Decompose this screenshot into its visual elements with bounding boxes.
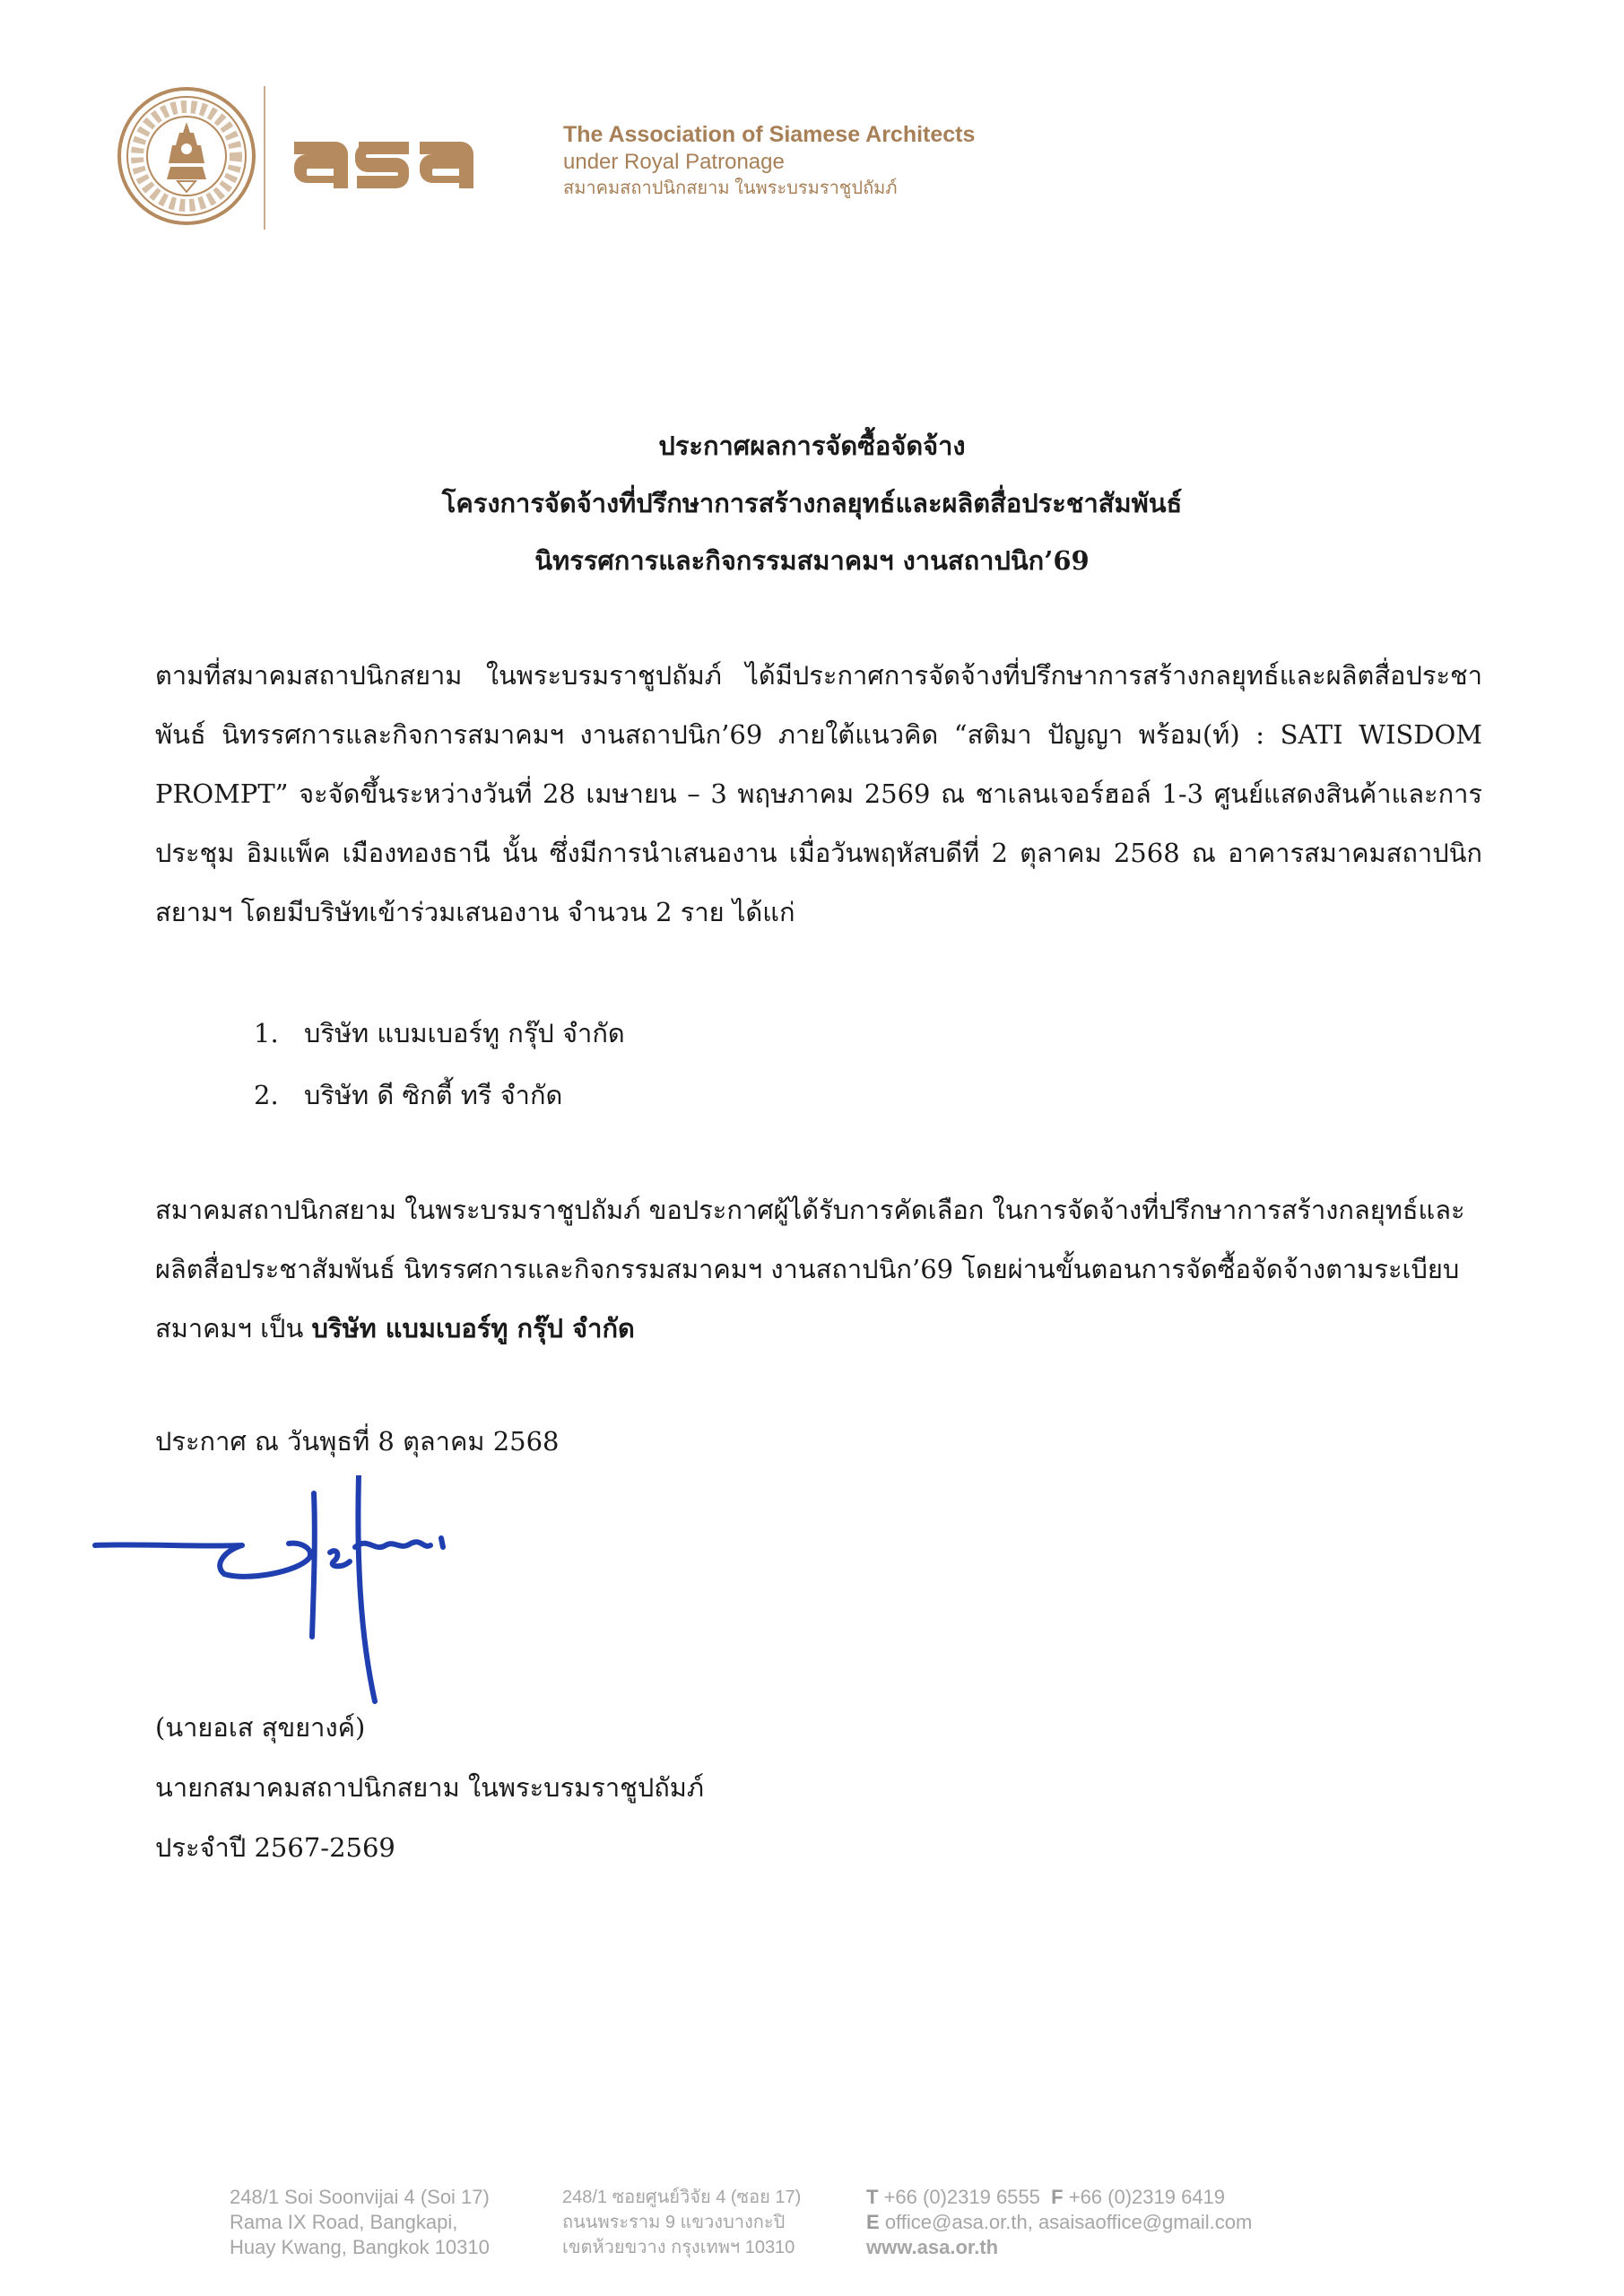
letterhead: [117, 83, 1013, 235]
footer-address-th-line: 248/1 ซอยศูนย์วิจัย 4 (ซอย 17): [562, 2187, 802, 2207]
document-title: [0, 417, 1624, 589]
bidder-list: [254, 1003, 625, 1126]
result-paragraph: [155, 1180, 1482, 1358]
result-text: สมาคมสถาปนิกสยาม ในพระบรมราชูปถัมภ์ ขอประกาศผู้ได้รับการคัดเลือก ในการจัดจ้างที่ปรึกษาการสร้างกลยุทธ์และผลิตสื่อประชาสัมพันธ์ นิทรรศการและกิจกรรมสมาคมฯ งานสถาปนิก’69 โดยผ่านขั้นตอนการจัดซื้อจัดจ้างตามระเบียบสมาคมฯ เป็น: [155, 1195, 1465, 1344]
footer-address-th-line: เขตห้วยขวาง กรุงเทพฯ 10310: [562, 2238, 795, 2257]
list-item-name: บริษัท ดี ซิกตี้ ทรี จำกัด: [304, 1080, 563, 1110]
signer-name: (นายอเส สุขยางค์): [155, 1712, 366, 1743]
asa-seal-logo: [117, 86, 256, 226]
list-item: [254, 1003, 625, 1065]
footer-tel: +66 (0)2319 6555: [883, 2186, 1040, 2208]
footer-address-th-line: ถนนพระราม 9 แขวงบางกะปิ: [562, 2213, 786, 2232]
footer-email[interactable]: office@asa.or.th, asaisaoffice@gmail.com: [884, 2211, 1253, 2233]
footer-tel-key: T: [866, 2186, 879, 2208]
title-line-3: นิทรรศการและกิจกรรมสมาคมฯ งานสถาปนิก’69: [534, 545, 1090, 576]
list-item: [254, 1065, 625, 1126]
letterhead-divider: [264, 86, 265, 230]
winner-name: บริษัท แบมเบอร์ทู กรุ๊ป จำกัด: [311, 1313, 635, 1344]
intro-paragraph: ตามที่สมาคมสถาปนิกสยาม ในพระบรมราชูปถัมภ์ ได้มีประกาศการจัดจ้างที่ปรึกษาการสร้างกลยุทธ์และผลิตสื่อประชาพันธ์ นิทรรศการและกิจการสมาคมฯ งานสถาปนิก’69 ภายใต้แนวคิด “สติมา ปัญญา พร้อม(ท์) : SATI WISDOM PROMPT” จะจัดขึ้นระหว่างวันที่ 28 เมษายน – 3 พฤษภาคม 2569 ณ ชาเลนเจอร์ฮอล์ 1-3 ศูนย์แสดงสินค้าและการประชุม อิมแพ็ค เมืองทองธานี นั้น ซึ่งมีการนำเสนองาน เมื่อวันพฤหัสบดีที่ 2 ตุลาคม 2568 ณ อาคารสมาคมสถาปนิกสยามฯ โดยมีบริษัทเข้าร่วมเสนองาน จำนวน 2 ราย ได้แก่: [155, 660, 1482, 927]
organization-name-block: [563, 120, 1029, 201]
footer-address-en-line: Rama IX Road, Bangkapi,: [230, 2211, 458, 2233]
footer-phone-line: [866, 2185, 1252, 2210]
footer-email-line: [866, 2210, 1252, 2235]
signature-image: [90, 1475, 484, 1709]
footer-email-key: E: [866, 2211, 880, 2233]
signer-block: [155, 1698, 704, 1878]
footer-address-en-line: Huay Kwang, Bangkok 10310: [230, 2236, 490, 2258]
signer-term: ประจำปี 2567-2569: [155, 1832, 395, 1863]
signer-position: นายกสมาคมสถาปนิกสยาม ในพระบรมราชูปถัมภ์: [155, 1772, 705, 1803]
footer-address-en: [230, 2185, 490, 2260]
footer: [0, 2185, 1624, 2266]
list-item-number: 2.: [254, 1080, 279, 1110]
asa-wordmark-logo: [287, 122, 484, 196]
announcement-date: ประกาศ ณ วันพุธที่ 8 ตุลาคม 2568: [155, 1426, 560, 1457]
footer-fax-key: F: [1051, 2186, 1064, 2208]
title-line-1: ประกาศผลการจัดซื้อจัดจ้าง: [658, 430, 966, 461]
footer-website[interactable]: www.asa.or.th: [866, 2236, 999, 2258]
list-item-number: 1.: [254, 1018, 279, 1048]
organization-name-th: สมาคมสถาปนิกสยาม ในพระบรมราชูปถัมภ์: [563, 178, 898, 198]
organization-name-en: The Association of Siamese Architects: [563, 122, 976, 147]
organization-patronage-en: under Royal Patronage: [563, 150, 785, 174]
footer-fax: +66 (0)2319 6419: [1068, 2186, 1226, 2208]
footer-address-th: [562, 2185, 801, 2260]
footer-address-en-line: 248/1 Soi Soonvijai 4 (Soi 17): [230, 2186, 490, 2208]
list-item-name: บริษัท แบมเบอร์ทู กรุ๊ป จำกัด: [304, 1018, 625, 1048]
title-line-2: โครงการจัดจ้างที่ปรึกษาการสร้างกลยุทธ์และผลิตสื่อประชาสัมพันธ์: [441, 488, 1183, 518]
footer-contact: [866, 2185, 1252, 2260]
